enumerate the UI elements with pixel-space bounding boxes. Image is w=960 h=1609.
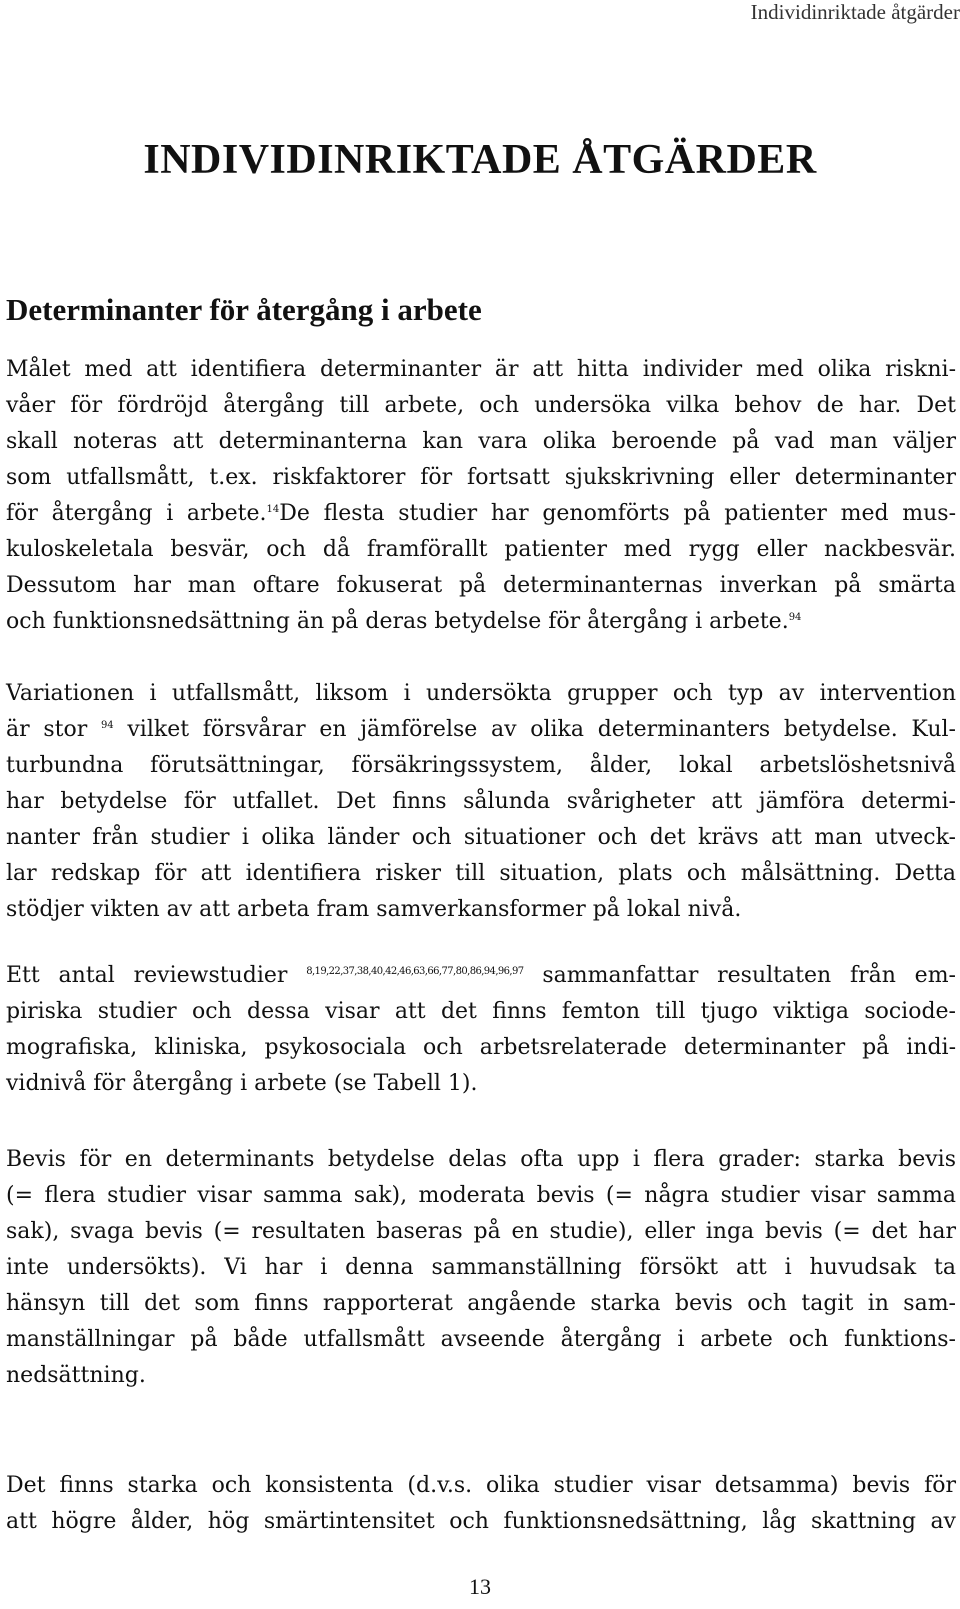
text-line: att högre ålder, hög smärtintensitet och funktionsnedsättning, låg skattning av — [6, 1509, 956, 1534]
text-line — [6, 958, 956, 994]
paragraph-4 — [6, 1142, 956, 1394]
text-line: skall noteras att determinanterna kan vara olika beroende på vad man väljer — [6, 429, 956, 454]
text-line: mografiska, kliniska, psykosociala och arbetsrelaterade determinanter på indi- — [6, 1035, 956, 1060]
text-line — [6, 712, 956, 748]
text-line: Dessutom har man oftare fokuserat på determinanternas inverkan på smärta — [6, 573, 956, 598]
paragraph-5 — [6, 1468, 956, 1540]
text-line: som utfallsmått, t.ex. riskfaktorer för fortsatt sjukskrivning eller determinanter — [6, 465, 956, 490]
text-line: lar redskap för att identifiera risker till situation, plats och målsättning. Detta — [6, 861, 956, 886]
section-heading: Determinanter för återgång i arbete — [6, 292, 482, 327]
text-line: nanter från studier i olika länder och situationer och det krävs att man utveck- — [6, 825, 956, 850]
text-line: manställningar på både utfallsmått avseende återgång i arbete och funktions- — [6, 1327, 956, 1352]
text-line: turbundna förutsättningar, försäkringssystem, ålder, lokal arbetslöshetsnivå — [6, 753, 956, 778]
text-line: Det finns starka och konsistenta (d.v.s. olika studier visar detsamma) bevis för — [6, 1473, 956, 1498]
text-line — [6, 496, 956, 532]
text-line: (= flera studier visar samma sak), moderata bevis (= några studier visar samma — [6, 1183, 956, 1208]
text-segment: och funktionsnedsättning än på deras betydelse för återgång i arbete. — [6, 609, 789, 634]
page-number: 13 — [469, 1574, 491, 1599]
text-line: har betydelse för utfallet. Det finns sålunda svårigheter att jämföra determi- — [6, 789, 956, 814]
text-line: vidnivå för återgång i arbete (se Tabell 1). — [6, 1071, 478, 1096]
text-line — [6, 604, 956, 640]
citation: 14 — [266, 504, 280, 515]
text-line: Bevis för en determinants betydelse delas ofta upp i flera grader: starka bevis — [6, 1147, 956, 1172]
text-line: Målet med att identifiera determinanter är att hitta individer med olika riskni- — [6, 357, 956, 382]
text-segment: vilket försvårar en jämförelse av olika determinanters betydelse. Kul- — [127, 717, 956, 742]
paragraph-2 — [6, 676, 956, 928]
running-header: Individinriktade åtgärder — [750, 0, 960, 24]
text-segment: Ett antal reviewstudier — [6, 963, 288, 988]
text-segment: sammanfattar resultaten från em- — [542, 963, 956, 988]
chapter-title: INDIVIDINRIKTADE ÅTGÄRDER — [143, 137, 817, 183]
text-line: piriska studier och dessa visar att det finns femton till tjugo viktiga sociode- — [6, 999, 956, 1024]
text-line: sak), svaga bevis (= resultaten baseras på en studie), eller inga bevis (= det har — [6, 1219, 956, 1244]
text-line: inte undersökts). Vi har i denna sammanställning försökt att i huvudsak ta — [6, 1255, 956, 1280]
text-segment: är stor — [6, 717, 88, 742]
text-line: kuloskeletala besvär, och då framförallt patienter med rygg eller nackbesvär. — [6, 537, 956, 562]
text-line: hänsyn till det som finns rapporterat angående starka bevis och tagit in sam- — [6, 1291, 956, 1316]
text-line: stödjer vikten av att arbeta fram samverkansformer på lokal nivå. — [6, 897, 742, 922]
paragraph-3 — [6, 958, 956, 1102]
citation: 94 — [788, 612, 802, 623]
text-line: våer för fördröjd återgång till arbete, och undersöka vilka behov de har. Det — [6, 393, 956, 418]
paragraph-1 — [6, 352, 956, 640]
text-line: nedsättning. — [6, 1363, 146, 1388]
text-segment: De flesta studier har genomförts på patienter med mus- — [279, 501, 956, 526]
citation: 8,19,22,37,38,40,42,46,63,66,77,80,86,94,96,97 — [306, 966, 524, 977]
text-line: Variationen i utfallsmått, liksom i undersökta grupper och typ av intervention — [6, 681, 956, 706]
citation: 94 — [100, 720, 114, 731]
text-segment: för återgång i arbete. — [6, 501, 267, 526]
